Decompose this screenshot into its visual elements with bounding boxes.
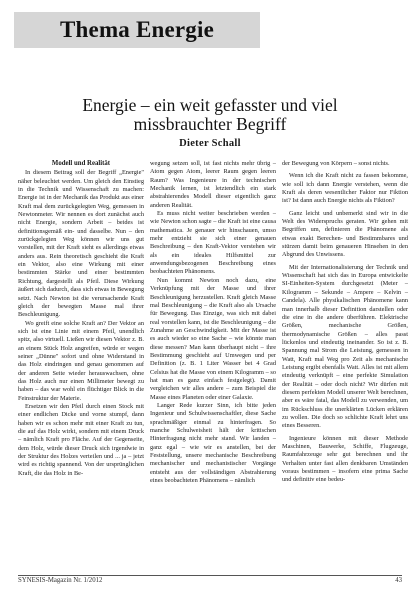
section-subheading: Modell und Realität: [51, 160, 111, 167]
section-banner: [14, 12, 260, 48]
text-column-3: [282, 160, 408, 564]
article-title: [18, 96, 402, 134]
text-column-1: [18, 160, 144, 564]
paragraph: wegung setzen soll, ist fast nichts mehr übrig – Atom gegen Atom, leerer Raum gegen leeren Raum? Was Ingenieure in der technischen Mechanik lernen, ist letztendlich ein stark abstrahierendes Modell dieser eigentlich ganz anderen Realität.: [150, 160, 276, 209]
paragraph: Es muss nicht weiter beschrieben werden – wie Newton schon sagte – die Kraft ist eine causa mathematica. Je genauer wir hinschauen, umso mehr entzieht sie sich einer genauen Beschreibung – den Kraft-Vektor verstehen wir als ein ideales Hilfsmittel zur anwendungsbezogenen Beschreibung eines beobachteten Phänomens.: [150, 210, 276, 276]
article-title-line-2: missbrauchter Begriff: [133, 114, 287, 134]
paragraph: In diesem Beitrag soll der Begriff „Energie" näher beleuchtet werden. Um gleich den Einstieg in die Technik und Wissenschaft zu machen: Energie ist in der Mechanik das Produkt aus einer Kraft mal dem zurückgelegten Weg, gemessen in Newtonmeter. Wir nennen es dort zunächst auch nicht Energie, sondern Arbeit – beides ist definitionsgemäß ein- und dasselbe. Nun – den zurückgelegten Weg können wir uns gut vorstellen, mit der Kraft sieht es allerdings etwas anders aus. Rein theoretisch geschieht die Kraft ein Vektor, also eine Wirkung mit einer bestimmten Stärke und einer bestimmten Richtung, dargestellt als Pfeil. Diese Wirkung äußert sich dadurch, dass sich etwas in Bewegung setzt. Nach Newton ist die verursachende Kraft gleich der bewegten Masse mal ihrer Beschleunigung.: [18, 169, 144, 319]
paragraph: Ingenieure können mit dieser Methode Maschinen, Bauwerke, Schiffe, Flugzeuge, Raumfahrzeuge sehr gut berechnen und ihr Verhalten unter fast allen denkbaren Umständen voraus bestimmen – insofern eine prima Sache und definitiv eine bedeu-: [282, 434, 408, 484]
text-column-2: [150, 160, 276, 564]
section-title: Thema Energie: [60, 17, 214, 42]
paragraph: Wo greift eine solche Kraft an? Der Vektor an sich ist eine Linie mit einem Pfeil, unendlich spitz, also virtuell. Ließen wir diesen Vektor z. B. an einem Stück Holz angreifen, würde er wegen seiner „Dünne" sofort und ohne Widerstand in das Holz eindringen und genau genommen auf der anderen Seite wieder herauswachsen, ohne das Holz auch nur einen Millimeter bewegt zu haben – das war wohl ein flüchtiger Blick in die Feinstruktur der Materie.: [18, 319, 144, 402]
paragraph: Nun kommt Newton noch dazu, eine Verknüpfung mit der Masse und ihrer Beschleunigung herzustellen. Kraft gleich Masse mal Beschleunigung – die Kraft also als Ursache für Bewegung. Das Einzige, was sich mit dabei real vorstellen kann, ist die Beschleunigung – die Zunahme an Geschwindigkeit. Mit der Masse ist es auch wieder so eine Sache – wie könnte man diese messen? Man kann überhaupt nicht – ihre Bestimmung geschieht auf Umwegen und per Definition (z. B. 1 Liter Wasser bei 4 Grad Celsius hat die Masse von einem Kilogramm – so hat man es ganz einfach festgelegt). Damit vergleichen wir alles andere – zum Beispiel die Masse eines Planeten oder einer Galaxie.: [150, 276, 276, 401]
article-title-line-1: Energie – ein weit gefasster und viel: [82, 95, 338, 115]
paragraph: Wenn ich die Kraft nicht zu fassen bekomme, wie soll ich dann Energie verstehen, wenn die Kraft als deren wesentlicher Faktor nur Fiktion ist? Ist dann auch Energie nichts als Fiktion?: [282, 172, 408, 205]
page-footer: [18, 575, 402, 584]
page-number: 43: [395, 577, 402, 584]
article-author: Dieter Schall: [179, 138, 241, 149]
paragraph: Ganz leicht und unbemerkt sind wir in die Welt des Widerspruchs geraten. Wir gehen mit Begriffen um, definieren die Phänomene als etwas exakt Berechen- und Bestimmbares und stürzen damit beim genaueren Hinsehen in den Abgrund des Unwissens.: [282, 209, 408, 259]
publication-name: SYNESIS-Magazin Nr. 1/2012: [18, 577, 103, 584]
paragraph: Ersetzen wir den Pfeil durch einen Stock mit einer endlichen Dicke und vorne stumpf, dann haben wir es schon mehr mit einer Kraft zu tun, die auf das Holz wirkt, sondern mit einem Druck – nämlich Kraft pro Fläche. Auf der Gegenseite, dem Holz, würde dieser Druck sich irgendwie in der Struktur des Holzes verteilen und ... ja – jetzt wird es richtig spannend. Von der ursprünglichen Kraft, die das Holz in Be-: [18, 402, 144, 477]
paragraph: der Bewegung von Körpern – sonst nichts.: [282, 160, 390, 167]
paragraph: Mit der Internationalisierung der Technik und Wissenschaft hat sich das in Europa entwickelte SI-Einheiten-System durchgesetzt (Meter – Kilogramm – Sekunde – Ampere – Kelvin – Candela). Alle physikalischen Phänomene kann man innerhalb dieser Definition darstellen oder die eine in die andere überführen. Elektrische Größen, mechanische Größen, thermodynamische Größen – alles passt lückenlos und eindeutig ineinander. So ist z. B. Spannung mal Strom die Leistung, gemessen in Watt, Kraft mal Weg pro Zeit als mechanische Leistung ergibt ebenfalls Watt. Alles ist mit allem eindeutig verknüpft – eine perfekte Simulation der Realität – oder doch nicht? Wir dürfen mit diesem perfekten Modell unserer Welt berechnen, aber es wäre fatal, das Modell zu verwenden, um im Rückschluss die unerklärten Lücken erklären zu wollen. Die doch so schlichte Kraft lehrt uns eines Besseren.: [282, 263, 408, 430]
paragraph: Langer Rede kurzer Sinn, ich bitte jeden Ingenieur und Schulwissenschaftler, diese Sache sprachmäßiger einmal zu hinterfragen. So manche Schulweisheit hält der kritischen Hinterfragung nicht mehr stand. Wir landen – ganz egal – wie wir es anstellen, bei der Feststellung, unsere mechanische Beschreibung mechanischer und mechanistischer Vorgänge entsteht aus der vollständigen Abstrahierung eines beobachteten Phänomens – nämlich: [150, 401, 276, 485]
